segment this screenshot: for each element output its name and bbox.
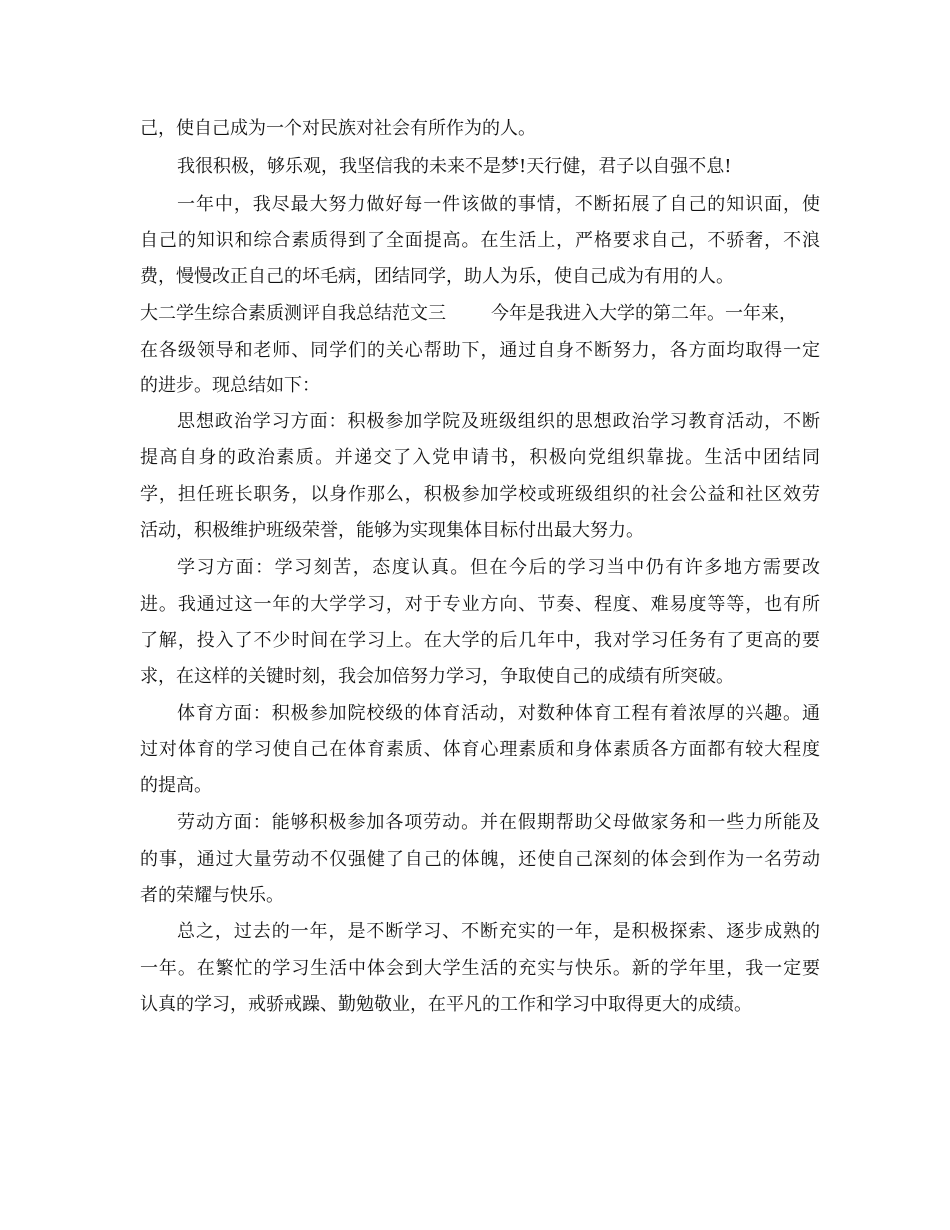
text-line: 一年。在繁忙的学习生活中体会到大学生活的充实与快乐。新的学年里，我一定要 [140,958,820,979]
text-line: 己，使自己成为一个对民族对社会有所作为的人。 [140,118,536,139]
text-line: 的事，通过大量劳动不仅强健了自己的体魄，还使自己深刻的体会到作为一名劳动 [140,849,820,870]
text-line: 者的荣耀与快乐。 [140,885,284,906]
text-line: 活动，积极维护班级荣誉，能够为实现集体目标付出最大努力。 [140,520,644,541]
text-line: 劳动方面：能够积极参加各项劳动。并在假期帮助父母做家务和一些力所能及 [177,812,820,833]
text-line: 的提高。 [140,775,212,796]
text-line: 我很积极，够乐观，我坚信我的未来不是梦!天行健，君子以自强不息! [177,156,732,177]
text-line: 了解，投入了不少时间在学习上。在大学的后几年中，我对学习任务有了更高的要 [140,630,820,651]
text-line: 总之，过去的一年，是不断学习、不断充实的一年，是积极探索、逐步成熟的 [177,921,820,942]
text-line: 提高自身的政治素质。并递交了入党申请书，积极向党组织靠拢。生活中团结同 [140,447,820,468]
text-line: 费，慢慢改正自己的坏毛病，团结同学，助人为乐，使自己成为有用的人。 [140,266,734,287]
text-line: 认真的学习，戒骄戒躁、勤勉敬业，在平凡的工作和学习中取得更大的成绩。 [140,994,752,1015]
text-line: 的进步。现总结如下： [140,375,320,396]
text-line: 进。我通过这一年的大学学习，对于专业方向、节奏、程度、难易度等等，也有所 [140,594,820,615]
text-line: 今年是我进入大学的第二年。一年来， [491,303,797,324]
text-line: 体育方面：积极参加院校级的体育活动，对数种体育工程有着浓厚的兴趣。通 [177,703,820,724]
text-line: 过对体育的学习使自己在体育素质、体育心理素质和身体素质各方面都有较大程度 [140,739,820,760]
text-line: 学习方面：学习刻苦，态度认真。但在今后的学习当中仍有许多地方需要改 [177,557,820,578]
text-line: 求，在这样的关键时刻，我会加倍努力学习，争取使自己的成绩有所突破。 [140,666,734,687]
text-line: 自己的知识和综合素质得到了全面提高。在生活上，严格要求自己，不骄奢，不浪 [140,230,820,251]
text-line: 思想政治学习方面：积极参加学院及班级组织的思想政治学习教育活动，不断 [177,411,820,432]
text-line: 一年中，我尽最大努力做好每一件该做的事情，不断拓展了自己的知识面，使 [177,194,820,215]
section-heading: 大二学生综合素质测评自我总结范文三 [140,303,446,324]
text-line: 在各级领导和老师、同学们的关心帮助下，通过自身不断努力，各方面均取得一定 [140,340,820,361]
text-line: 学，担任班长职务，以身作那么，积极参加学校或班级组织的社会公益和社区效劳 [140,484,820,505]
